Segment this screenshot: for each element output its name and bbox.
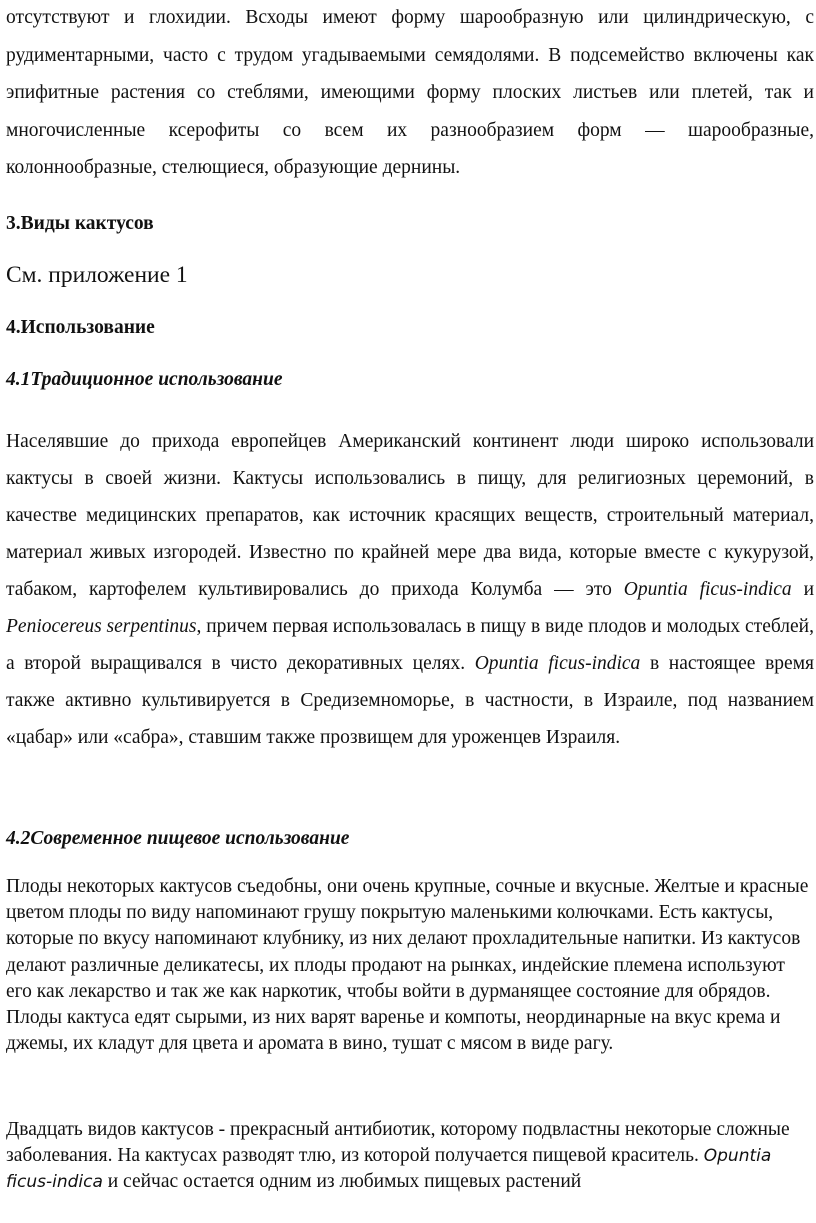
appendix-reference: См. приложение 1: [6, 262, 188, 288]
text-run: Населявшие до прихода европейцев Американский континент люди широко использовали кактусы в своей жизни. Кактусы использовались в пищу, для религиозных церемоний, в качестве медицинских препаратов, как источник красящих веществ, строительный материал, материал живых изгородей. Известно по крайней мере два вида, которые вместе с кукурузой, табаком, картофелем культивировались до прихода Колумба — это: [6, 431, 814, 600]
species-name: Peniocereus serpentinus: [6, 616, 197, 637]
species-name: Opuntia ficus-indica: [623, 579, 792, 600]
heading-section-3: 3.Виды кактусов: [6, 213, 154, 234]
text-run: в настоящее время также активно культивируется в Средиземноморье, в частности, в Израиле, под названием «цабар» или «сабра», ставшим также прозвищем для уроженцев Израиля.: [6, 653, 814, 748]
text-run: и сейчас остается одним из любимых пищевых растений: [102, 1171, 582, 1193]
text-run: , причем первая использовалась в пищу в виде плодов и молодых стеблей, а второй выращивался в чисто декоративных целях.: [6, 616, 814, 674]
species-name: Opuntia ficus-indica: [6, 1146, 772, 1193]
paragraph-intro: отсутствуют и глохидии. Всходы имеют форму шарообразную или цилиндрическую, с рудиментарными, часто с трудом угадываемыми семядолями. В подсемейство включены как эпифитные растения со стеблями, имеющими форму плоских листьев или плетей, так и многочисленные ксерофиты со всем их разнообразием форм — шарообразные, колоннообразные, стелющиеся, образующие дернины.: [6, 7, 814, 178]
species-name: Opuntia ficus-indica: [474, 653, 641, 674]
text-run: Двадцать видов кактусов - прекрасный антибиотик, которому подвластны некоторые сложные заболевания. На кактусах разводят тлю, из которой получается пищевой краситель.: [6, 1119, 790, 1167]
text-run: и: [791, 579, 815, 600]
paragraph-food-use: Плоды некоторых кактусов съедобны, они очень крупные, сочные и вкусные. Желтые и красные цветом плоды по виду напоминают грушу покрытую маленькими колючками. Есть кактусы, которые по вкусу напоминают клубнику, из них делают прохладительные напитки. Из кактусов делают различные деликатесы, их плоды продают на рынках, индейские племена используют его как лекарство и так же как наркотик, чтобы войти в дурманящее состояние для обрядов. Плоды кактуса едят сырыми, из них варят варенье и компоты, неординарные на вкус крема и джемы, их кладут для цвета и аромата в вино, тушат с мясом в виде рагу.: [6, 876, 809, 1055]
paragraph-traditional-use: [6, 423, 814, 756]
paragraph-antibiotic: [6, 1117, 814, 1196]
heading-section-4: 4.Использование: [6, 317, 155, 338]
heading-section-4-1: 4.1Традиционное использование: [6, 369, 283, 390]
heading-section-4-2: 4.2Современное пищевое использование: [6, 828, 350, 849]
